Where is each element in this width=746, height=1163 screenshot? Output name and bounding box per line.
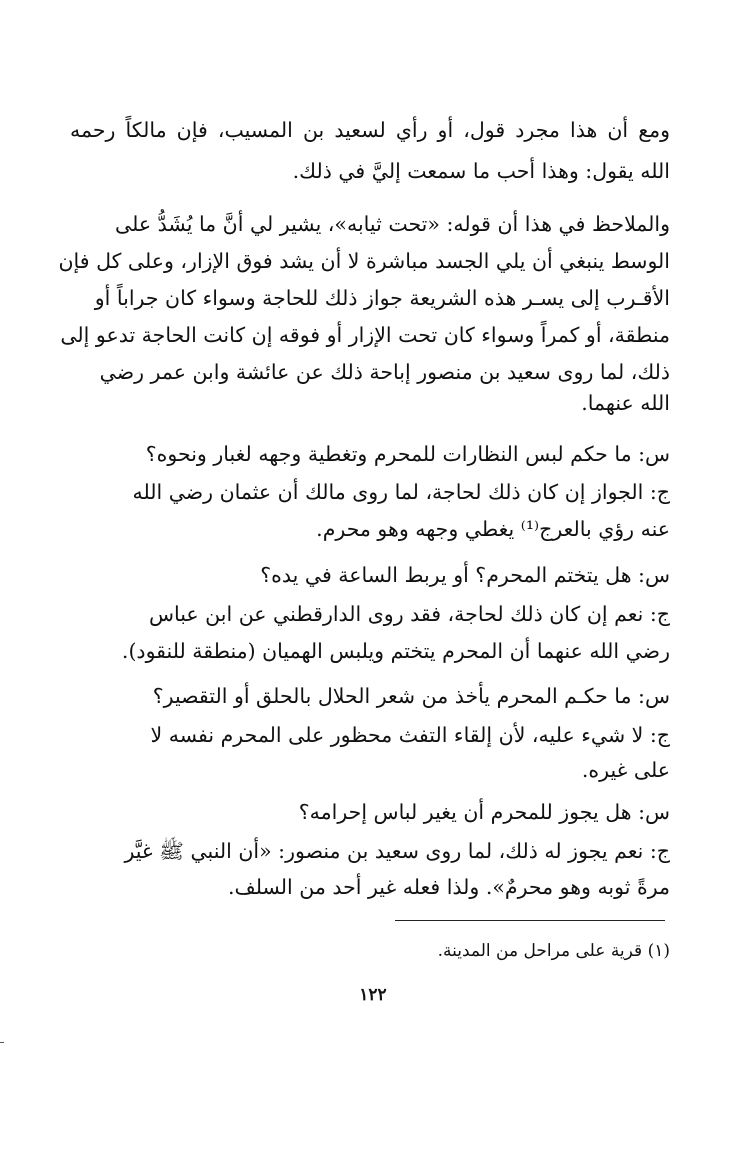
paragraph2-line3: الأقـرب إلى يسـر هذه الشريعة جواز ذلك للحاجة وسواء كان جراباً أو (94, 286, 670, 310)
qa4-question: س: هل يجوز للمحرم أن يغير لباس إحرامه؟ (298, 800, 670, 824)
qa3-question: س: ما حكـم المحرم يأخذ من شعر الحلال بالحلق أو التقصير؟ (152, 684, 670, 708)
qa3-answer-line2: على غيره. (581, 758, 670, 782)
qa1-answer-line2: عنه رؤي بالعرج⁽¹⁾ يغطي وجهه وهو محرم. (316, 517, 670, 541)
paragraph1-line1: ومع أن هذا مجرد قول، أو رأي لسعيد بن المسيب، فإن مالكاً رحمه (70, 118, 670, 142)
qa4-answer-line2: مرةً ثوبه وهو محرمٌ». ولذا فعله غير أحد من السلف. (227, 875, 670, 899)
paragraph1-line2: الله يقول: وهذا أحب ما سمعت إليَّ في ذلك. (292, 159, 670, 183)
qa4-answer-line1: ج: نعم يجوز له ذلك، لما روى سعيد بن منصور: «أن النبي ﷺ غيَّر (124, 839, 670, 863)
scan-margin-mark (0, 1042, 4, 1043)
qa3-answer-line1: ج: لا شيء عليه، لأن إلقاء التفث محظور على المحرم نفسه لا (150, 723, 670, 747)
paragraph2-line1: والملاحظ في هذا أن قوله: «تحت ثيابه»، يشير لي أنَّ ما يُشَدُّ على (115, 212, 670, 236)
footnote: (١) قرية على مراحل من المدينة. (437, 941, 670, 961)
qa1-answer-line1: ج: الجواز إن كان ذلك لحاجة، لما روى مالك أن عثمان رضي الله (132, 480, 670, 504)
paragraph2-line2: الوسط ينبغي أن يلي الجسد مباشرة لا أن يشد فوق الإزار، وعلى كل فإن (58, 249, 670, 273)
footnote-divider (395, 920, 665, 921)
qa2-answer-line2: رضي الله عنهما أن المحرم يتختم ويلبس الهميان (منطقة للنقود). (121, 639, 670, 663)
qa2-question: س: هل يتختم المحرم؟ أو يربط الساعة في يده؟ (260, 563, 670, 587)
qa1-question: س: ما حكم لبس النظارات للمحرم وتغطية وجهه لغبار ونحوه؟ (145, 442, 670, 466)
paragraph2-line6: الله عنهما. (581, 391, 670, 415)
paragraph2-line4: منطقة، أو كمراً وسواء كان تحت الإزار أو فوقه إن كانت الحاجة تدعو إلى (60, 323, 670, 347)
qa2-answer-line1: ج: نعم إن كان ذلك لحاجة، فقد روى الدارقطني عن ابن عباس (148, 602, 670, 626)
paragraph2-line5: ذلك، لما روى سعيد بن منصور إباحة ذلك عن عائشة وابن عمر رضي (99, 360, 670, 384)
page-number: ١٢٢ (359, 985, 387, 1005)
